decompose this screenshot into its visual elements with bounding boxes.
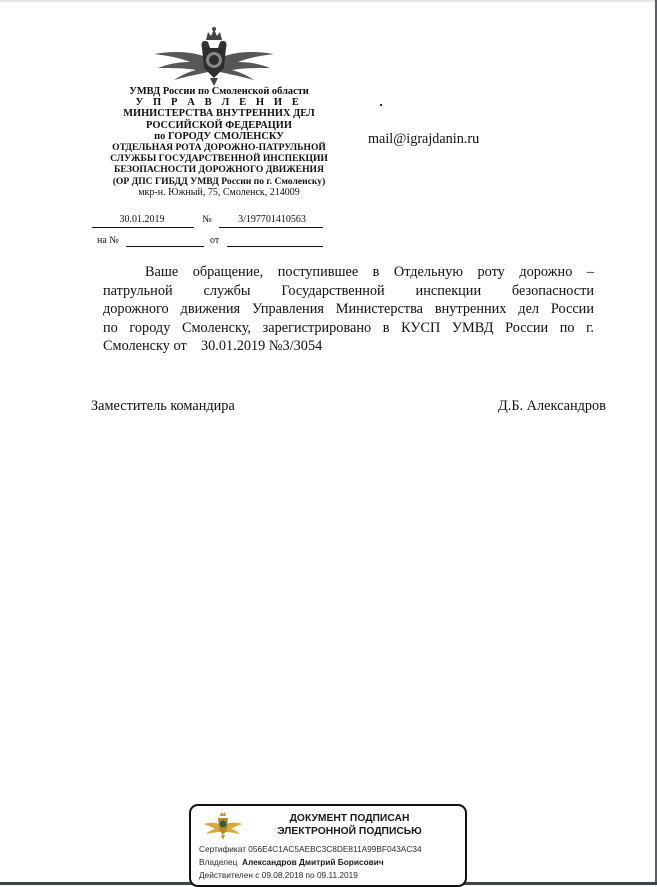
registration-date: 30.01.2019 <box>119 214 165 225</box>
header-address: мкр-н. Южный, 75, Смоленск, 214009 <box>138 186 300 198</box>
mvd-emblem-gold-icon <box>204 810 242 842</box>
registration-date-underline <box>92 227 194 228</box>
signer-name: Д.Б. Александров <box>498 398 606 414</box>
page-top-edge <box>0 0 657 2</box>
header-line-city: по ГОРОДУ СМОЛЕНСКУ <box>154 130 284 142</box>
stamp-certificate <box>199 844 422 854</box>
header-line-unit-3: БЕЗОПАСНОСТИ ДОРОЖНОГО ДВИЖЕНИЯ <box>114 164 324 176</box>
body-line-5: Смоленску от 30.01.2019 №3/3054 <box>103 338 323 355</box>
mvd-emblem-icon <box>150 26 278 88</box>
owner-name: Александров Дмитрий Борисович <box>242 857 384 867</box>
registration-number-underline <box>219 227 323 228</box>
header-line-unit-1: ОТДЕЛЬНАЯ РОТА ДОРОЖНО-ПАТРУЛЬНОЙ <box>112 142 326 154</box>
reference-from-label: от <box>210 235 220 246</box>
reference-date-field <box>227 246 323 247</box>
stamp-title-line-2: ЭЛЕКТРОННОЙ ПОДПИСЬЮ <box>277 826 422 837</box>
header-line-ministry: МИНИСТЕРСТВА ВНУТРЕННИХ ДЕЛ <box>123 108 315 120</box>
header-line-unit-2: СЛУЖБЫ ГОСУДАРСТВЕННОЙ ИНСПЕКЦИИ <box>110 153 328 165</box>
letter-body <box>103 263 594 356</box>
body-line-2: патрульной службы Государственной инспекции безопасности <box>103 282 594 299</box>
header-line-unit-abbrev: (ОР ДПС ГИБДД УМВД России по г. Смоленску) <box>112 175 326 187</box>
stamp-owner <box>199 857 384 867</box>
body-line-4: по городу Смоленску, зарегистрировано в КУСП УМВД России по г. <box>103 319 594 336</box>
registration-number: 3/197701410563 <box>238 214 306 225</box>
certificate-id: 056E4C1AC5AEBC3C8DE811A99BF043AC34 <box>248 844 422 854</box>
certificate-label: Сертификат <box>199 844 246 854</box>
electronic-signature-stamp <box>189 804 467 887</box>
owner-label: Владелец <box>199 857 238 867</box>
recipient-name-marker <box>380 104 382 106</box>
issuer-header <box>80 86 358 198</box>
body-line-3: дорожного движения Управления Министерства внутренних дел России <box>103 301 594 318</box>
body-line-1: Ваше обращение, поступившее в Отдельную роту дорожно – <box>145 264 594 280</box>
stamp-title-line-1: ДОКУМЕНТ ПОДПИСАН <box>289 813 410 824</box>
stamp-title <box>247 812 452 838</box>
reference-number-field <box>126 246 204 247</box>
signer-role: Заместитель командира <box>91 398 235 414</box>
stamp-validity: Действителен с 09.08.2018 по 09.11.2019 <box>199 870 358 880</box>
registration-number-label: № <box>202 214 212 225</box>
reference-number-label: на № <box>97 235 119 246</box>
header-line-directorate: У П Р А В Л Е Н И Е <box>135 97 303 109</box>
header-line-federation: РОССИЙСКОЙ ФЕДЕРАЦИИ <box>146 119 292 131</box>
header-line-regional-office: УМВД России по Смоленской области <box>129 86 309 97</box>
recipient-email: mail@igrajdanin.ru <box>368 131 480 147</box>
